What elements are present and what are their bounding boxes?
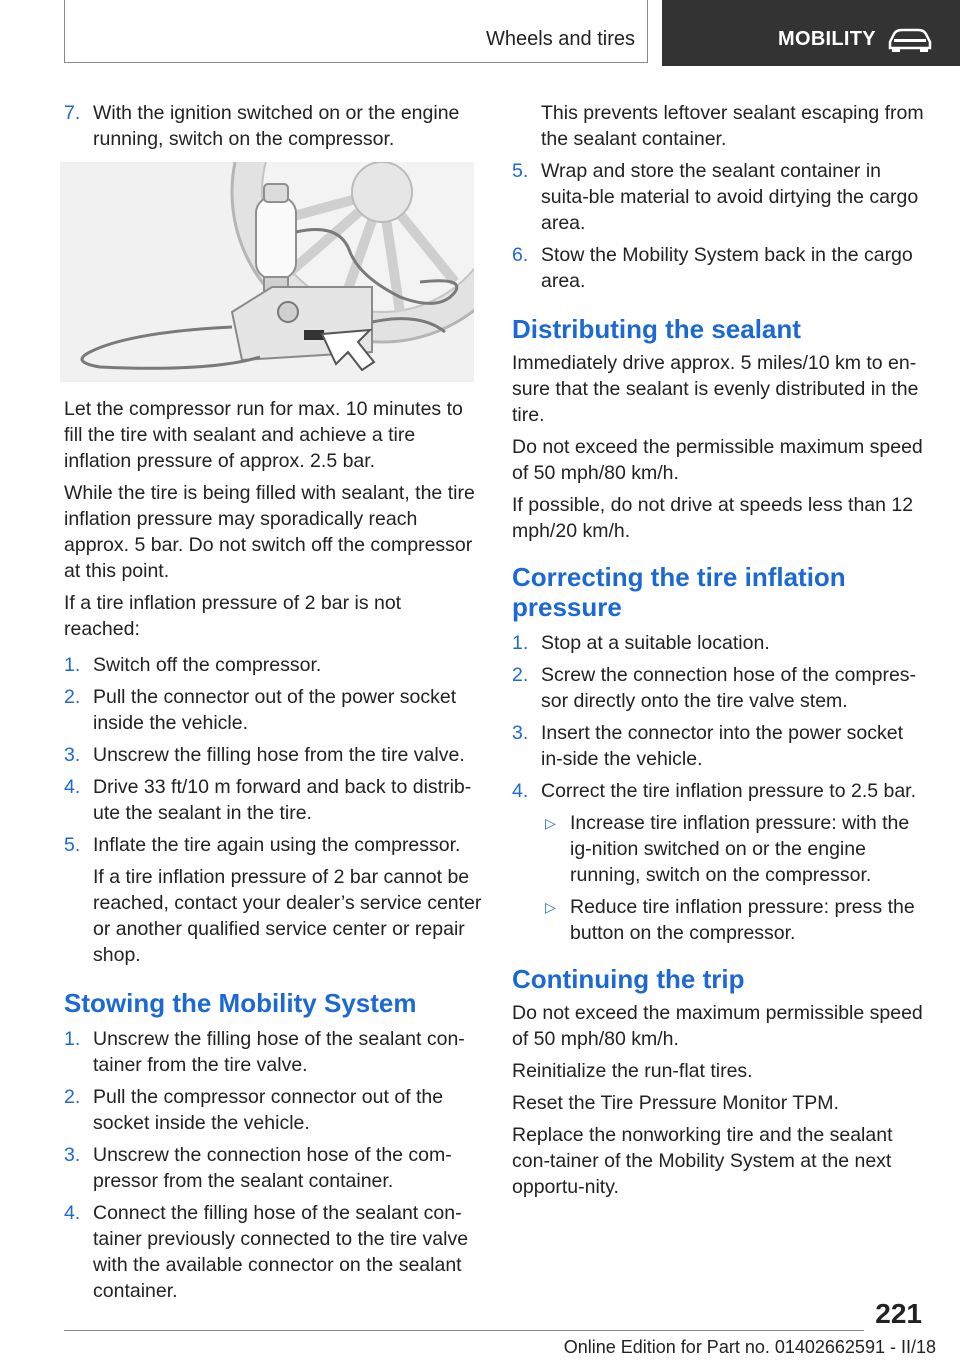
- step-number: 2.: [64, 1086, 81, 1108]
- correct-steps: [512, 630, 930, 946]
- paragraph: This prevents leftover sealant escaping from the sealant container.: [541, 102, 924, 150]
- step-text: Unscrew the filling hose of the sealant con‐tainer from the tire valve.: [93, 1028, 465, 1076]
- step-number: 7.: [64, 102, 81, 124]
- step-number: 4.: [512, 780, 529, 802]
- paragraph: Replace the nonworking tire and the sealant con‐tainer of the Mobility System at the next opportu‐nity.: [512, 1124, 893, 1198]
- heading-distributing: Distributing the sealant: [512, 314, 801, 344]
- step-text: Pull the compressor connector out of the socket inside the vehicle.: [93, 1086, 444, 1134]
- list-item: [64, 1026, 482, 1078]
- section-title: Wheels and tires: [486, 28, 635, 50]
- stow-steps-continued: [512, 158, 930, 294]
- paragraph: If possible, do not drive at speeds less than 12 mph/20 km/h.: [512, 494, 914, 542]
- list-item: [64, 742, 482, 768]
- paragraph: Do not exceed the permissible maximum speed of 50 mph/80 km/h.: [512, 436, 923, 484]
- step-text: Unscrew the filling hose from the tire valve.: [93, 744, 465, 766]
- header-section-box: [64, 0, 648, 63]
- stow-steps: [64, 1026, 482, 1304]
- step-number: 2.: [64, 686, 81, 708]
- paragraph: Let the compressor run for max. 10 minutes to fill the tire with sealant and achieve a tire inflation pressure of approx. 2.5 bar.: [64, 398, 463, 472]
- heading-correcting: Correcting the tire inflation pressure: [512, 562, 846, 622]
- edition-footer: Online Edition for Part no. 01402662591 - II/18: [563, 1337, 936, 1357]
- sub-step-text: Reduce tire inflation pressure: press the button on the compressor.: [570, 896, 915, 944]
- sub-list-item: [541, 894, 930, 946]
- step-number: 6.: [512, 244, 529, 266]
- step-number: 4.: [64, 776, 81, 798]
- pressure-substeps: [541, 810, 930, 946]
- paragraph: Do not exceed the maximum permissible speed of 50 mph/80 km/h.: [512, 1002, 923, 1050]
- paragraph: Reinitialize the run-flat tires.: [512, 1060, 753, 1082]
- car-icon: [886, 26, 934, 52]
- step-number: 2.: [512, 664, 529, 686]
- fill-steps-continued: [64, 100, 482, 152]
- chapter-title: MOBILITY: [778, 28, 876, 50]
- compressor-illustration: [60, 162, 474, 382]
- paragraph: Immediately drive approx. 5 miles/10 km to en‐sure that the sealant is evenly distributed in the tire.: [512, 352, 919, 426]
- list-item: [512, 630, 930, 656]
- retry-steps: [64, 652, 482, 968]
- paragraph: Reset the Tire Pressure Monitor TPM.: [512, 1092, 839, 1114]
- heading-continuing: Continuing the trip: [512, 964, 745, 994]
- step-number: 3.: [64, 744, 81, 766]
- page-number: 221: [875, 1298, 922, 1329]
- list-item: [64, 652, 482, 678]
- list-item: [512, 242, 930, 294]
- step-number: 4.: [64, 1202, 81, 1224]
- step-text: Screw the connection hose of the compres‐sor directly onto the tire valve stem.: [541, 664, 917, 712]
- step-text: Unscrew the connection hose of the com‐pressor from the sealant container.: [93, 1144, 452, 1192]
- step-number: 1.: [64, 1028, 81, 1050]
- step-number: 5.: [512, 160, 529, 182]
- step-text: Correct the tire inflation pressure to 2.5 bar.: [541, 780, 917, 802]
- heading-stowing: Stowing the Mobility System: [64, 988, 417, 1018]
- footer-divider: [64, 1330, 864, 1331]
- list-item: [64, 774, 482, 826]
- step-text: Stop at a suitable location.: [541, 632, 770, 654]
- step-number: 1.: [512, 632, 529, 654]
- step-number: 1.: [64, 654, 81, 676]
- step-text: Wrap and store the sealant container in suita‐ble material to avoid dirtying the cargo area.: [541, 160, 919, 234]
- chapter-tab: [662, 0, 960, 66]
- list-item: [64, 684, 482, 736]
- step-text: Drive 33 ft/10 m forward and back to distrib‐ute the sealant in the tire.: [93, 776, 472, 824]
- list-item: [512, 662, 930, 714]
- list-item: [64, 1200, 482, 1304]
- step-text: Switch off the compressor.: [93, 654, 322, 676]
- step-number: 5.: [64, 834, 81, 856]
- step-text: Pull the connector out of the power socket inside the vehicle.: [93, 686, 457, 734]
- list-item: [64, 1084, 482, 1136]
- step-text: With the ignition switched on or the engine running, switch on the compressor.: [93, 102, 460, 150]
- list-item: [512, 720, 930, 772]
- compressor-figure-svg: [60, 162, 474, 382]
- step-text: Insert the connector into the power socket in‐side the vehicle.: [541, 722, 904, 770]
- list-item: [512, 778, 930, 946]
- step-text: Connect the filling hose of the sealant con‐tainer previously connected to the tire valve with the available connector on the sealant container.: [93, 1202, 469, 1302]
- list-item: [512, 158, 930, 236]
- list-item: [64, 1142, 482, 1194]
- right-column: [512, 100, 930, 1206]
- triangle-bullet-icon: ▷: [545, 815, 556, 831]
- step-number: 3.: [512, 722, 529, 744]
- step-text: Inflate the tire again using the compressor.: [93, 834, 461, 856]
- left-column: [64, 100, 482, 1310]
- step-number: 3.: [64, 1144, 81, 1166]
- paragraph: If a tire inflation pressure of 2 bar is not reached:: [64, 592, 402, 640]
- sub-step-text: Increase tire inflation pressure: with the ig‐nition switched on or the engine running, switch on the compressor.: [570, 812, 910, 886]
- sub-list-item: [541, 810, 930, 888]
- triangle-bullet-icon: ▷: [545, 899, 556, 915]
- list-item: [64, 832, 482, 968]
- list-item: [64, 100, 482, 152]
- paragraph: While the tire is being filled with sealant, the tire inflation pressure may sporadically reach approx. 5 bar. Do not switch off the compressor at this point.: [64, 482, 475, 582]
- step-note: If a tire inflation pressure of 2 bar cannot be reached, contact your dealer’s service center or another qualified service center or repair shop.: [93, 866, 482, 966]
- step-text: Stow the Mobility System back in the cargo area.: [541, 244, 913, 292]
